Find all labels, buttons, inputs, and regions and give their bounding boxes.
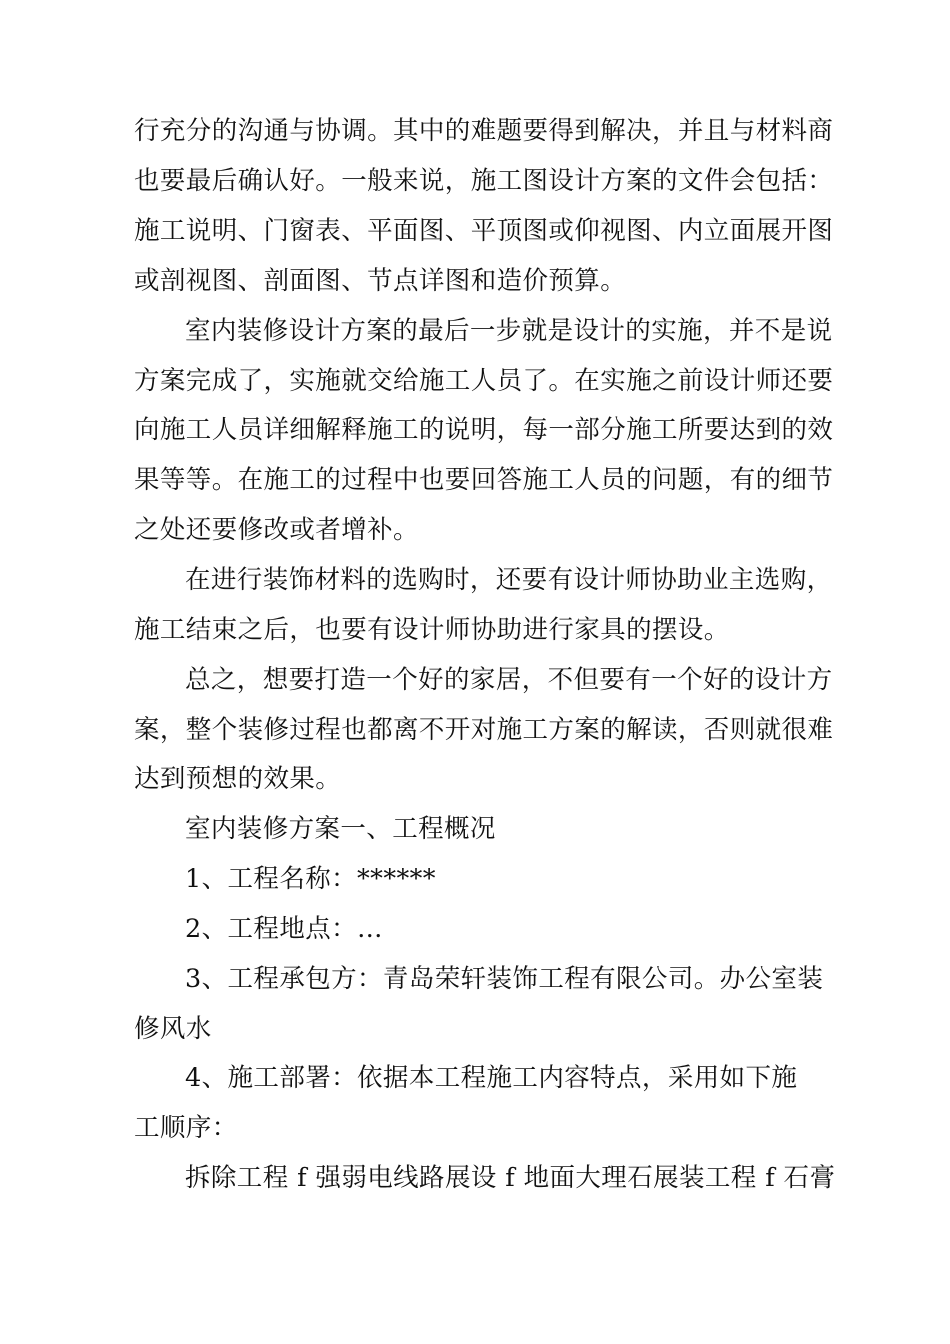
- section-heading: 室内装修方案一、工程概况: [185, 814, 496, 844]
- list-item: 4、施工部署：依据本工程施工内容特点，采用如下施: [185, 1063, 798, 1093]
- paragraph-start: 拆除工程 f 强弱电线路展设 f 地面大理石展装工程 f 石膏: [185, 1163, 836, 1193]
- text-line: 工顺序：: [134, 1113, 238, 1143]
- paragraph-start: 在进行装饰材料的选购时，还要有设计师协助业主选购，: [185, 565, 833, 595]
- text-line: 或剖视图、剖面图、节点详图和造价预算。: [134, 266, 627, 296]
- text-line: 方案完成了，实施就交给施工人员了。在实施之前设计师还要: [134, 366, 834, 396]
- text-line: 案，整个装修过程也都离不开对施工方案的解读，否则就很难: [134, 715, 834, 745]
- list-item: 3、工程承包方：青岛荣轩装饰工程有限公司。办公室装: [185, 964, 824, 994]
- list-item: 2、工程地点：…: [185, 914, 383, 944]
- text-line: 施工结束之后，也要有设计师协助进行家具的摆设。: [134, 615, 730, 645]
- text-line: 也要最后确认好。一般来说，施工图设计方案的文件会包括：: [134, 166, 834, 196]
- list-item: 1、工程名称：******: [185, 864, 436, 894]
- paragraph-start: 总之，想要打造一个好的家居，不但要有一个好的设计方: [185, 665, 833, 695]
- text-line: 之处还要修改或者增补。: [134, 515, 419, 545]
- paragraph-start: 室内装修设计方案的最后一步就是设计的实施，并不是说: [185, 316, 833, 346]
- text-line: 达到预想的效果。: [134, 764, 342, 794]
- text-line: 修风水: [134, 1014, 212, 1044]
- text-line: 行充分的沟通与协调。其中的难题要得到解决，并且与材料商: [134, 116, 834, 146]
- text-line: 果等等。在施工的过程中也要回答施工人员的问题，有的细节: [134, 465, 834, 495]
- text-line: 施工说明、门窗表、平面图、平顶图或仰视图、内立面展开图: [134, 216, 834, 246]
- text-line: 向施工人员详细解释施工的说明，每一部分施工所要达到的效: [134, 415, 834, 445]
